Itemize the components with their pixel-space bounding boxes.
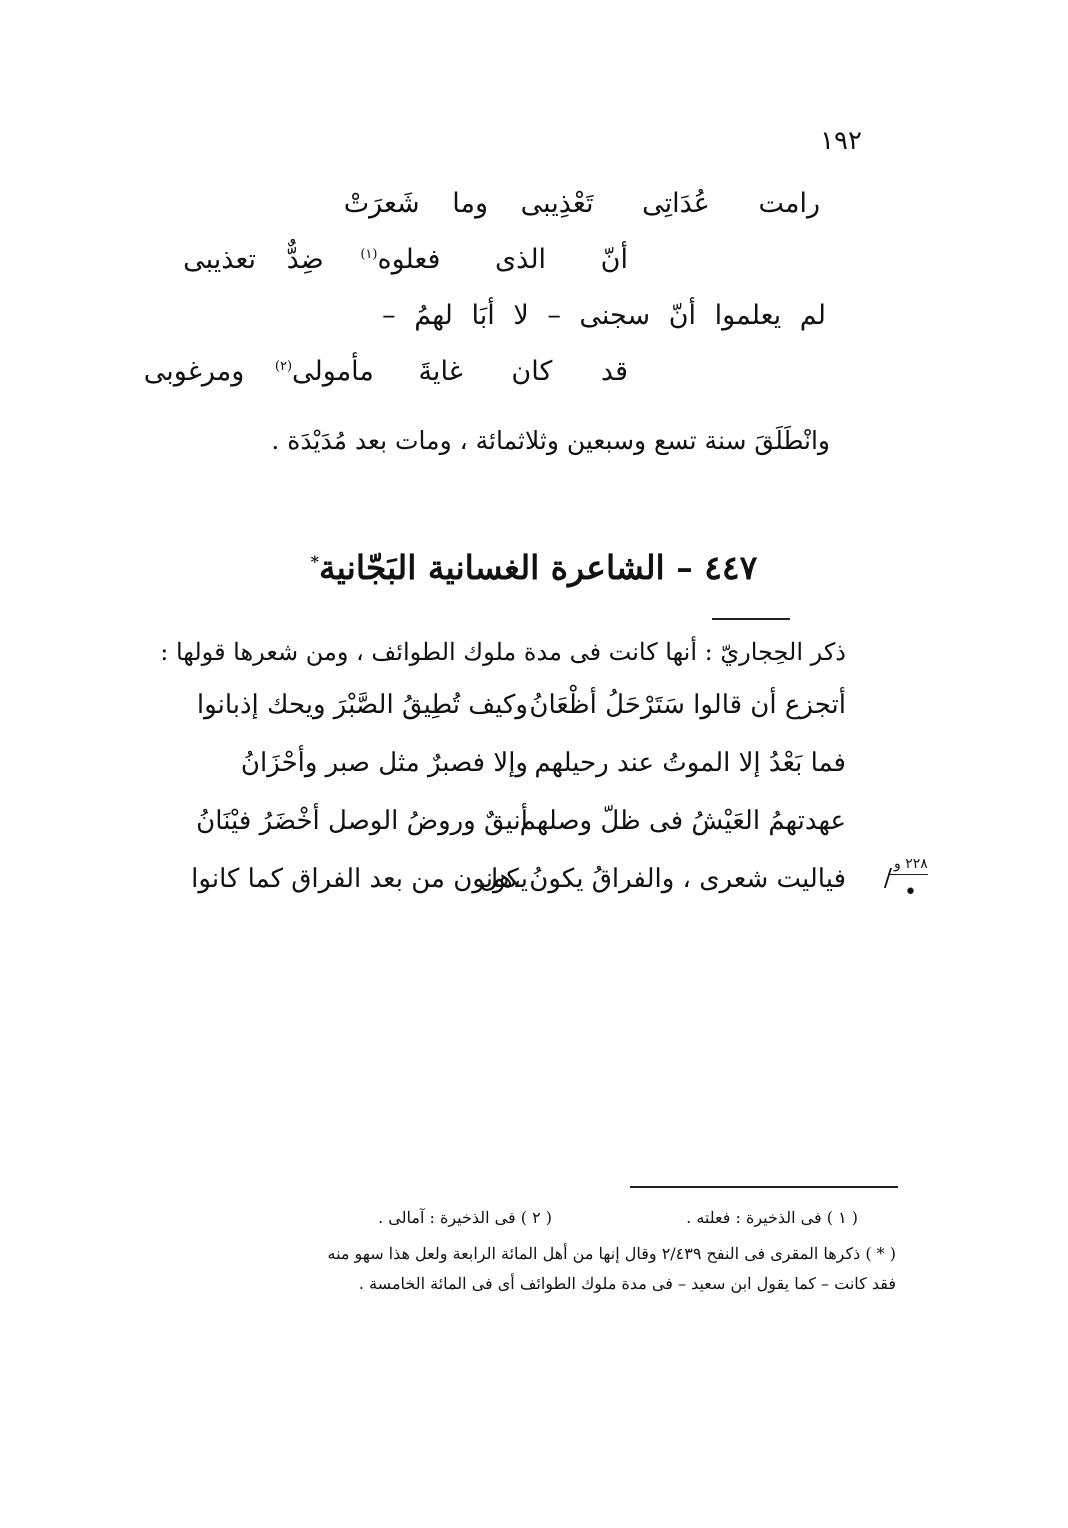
verse-word-text: فعلوه <box>377 244 441 275</box>
verse-word: الذى <box>495 244 547 275</box>
footnote-1: ( ١ ) فى الذخيرة : فعلته . <box>686 1208 858 1227</box>
verse-word: لهمُ <box>414 300 453 331</box>
poem-hemistich-first: أتجزع أن قالوا سَتَرْحَلُ أظْعَانُ <box>529 690 846 720</box>
verse-word: ومرغوبى <box>143 356 245 387</box>
poem-hemistich-second: وإلا فصبرٌ مثل صبر وأحْزَانُ <box>240 748 528 778</box>
closing-prose: وانْطَلَقَ سنة تسع وسبعين وثلاثمائة ، ومات بعد مُدَيْدَة . <box>271 426 830 455</box>
section-heading-text: ٤٤٧ – الشاعرة الغسانية البَجّانية <box>318 548 758 587</box>
poem-hemistich-second: وكيف تُطِيقُ الصَّبْرَ ويحك إذبانوا <box>196 690 528 720</box>
footnote-rule <box>630 1186 898 1188</box>
poem-hemistich-first: فما بَعْدُ إلا الموتُ عند رحيلهم <box>534 748 846 778</box>
verse-word <box>273 358 374 385</box>
star-note-line-1: ( * ) ذكرها المقرى فى النفح ٢/٤٣٩ وقال إنها من أهل المائة الرابعة ولعل هذا سهو منه <box>327 1244 896 1263</box>
verse-word-text: مأمولى <box>292 356 374 387</box>
folio-dot: • <box>904 880 917 905</box>
footnote-2: ( ٢ ) فى الذخيرة : آمالى . <box>378 1208 552 1227</box>
folio-slash: / <box>883 864 892 892</box>
heading-star: * <box>310 552 319 571</box>
star-note-line-2: فقد كانت – كما يقول ابن سعيد – فى مدة ملوك الطوائف أى فى المائة الخامسة . <box>358 1274 896 1293</box>
poem-hemistich-second: أنيقٌ وروضُ الوصل أخْضَرُ فيْنَانُ <box>196 806 528 836</box>
verse-line-1 <box>344 190 820 217</box>
verse-word: أنّ <box>668 300 697 331</box>
intro-text: ذكر الحِجاريّ : أنها كانت فى مدة ملوك الطوائف ، ومن شعرها قولها : <box>160 638 846 666</box>
verse-line-3 <box>382 302 826 329</box>
verse-word: أنّ <box>600 244 628 275</box>
heading-rule <box>712 618 790 620</box>
verse-word: – <box>547 300 561 331</box>
footnote-marker-2: (٢) <box>274 359 293 374</box>
verse-word: قد <box>600 356 628 387</box>
margin-folio-note <box>888 856 938 904</box>
folio-number: ٢٢٨ و <box>894 856 928 872</box>
verse-line-2 <box>183 246 628 273</box>
folio-bar <box>888 874 928 875</box>
verse-word: لا <box>513 300 529 331</box>
verse-word: كان <box>511 356 553 387</box>
verse-line-4 <box>144 358 628 385</box>
verse-word: ضِدٌّ <box>286 244 324 275</box>
verse-word: شَعرَتْ <box>343 188 420 219</box>
verse-word: رامت <box>758 188 820 219</box>
section-heading <box>0 548 1068 587</box>
verse-word: تعذيبى <box>183 244 257 275</box>
verse-word: وما <box>452 188 488 219</box>
verse-word: لم <box>799 300 826 331</box>
poem-hemistich-first: فياليت شعرى ، والفراقُ يكونُ ،هل <box>479 864 846 894</box>
verse-word: أبَا <box>471 300 495 331</box>
footnote-marker-1: (١) <box>360 247 378 262</box>
page-number: ١٩٢ <box>820 126 862 156</box>
poem-hemistich-second: يكونون من بعد الفراق كما كانوا <box>191 864 528 894</box>
poem-hemistich-first: عهدتهمُ العَيْشُ فى ظلّ وصلهم <box>519 806 846 836</box>
verse-word: غايةَ <box>418 356 463 387</box>
verse-word: سجنى <box>579 300 651 331</box>
verse-word: – <box>382 300 396 331</box>
verse-word: تَعْذِيبى <box>520 188 594 219</box>
verse-word: عُدَاتِى <box>642 188 710 219</box>
verse-word: يعلموا <box>714 300 782 331</box>
verse-word <box>358 246 440 273</box>
